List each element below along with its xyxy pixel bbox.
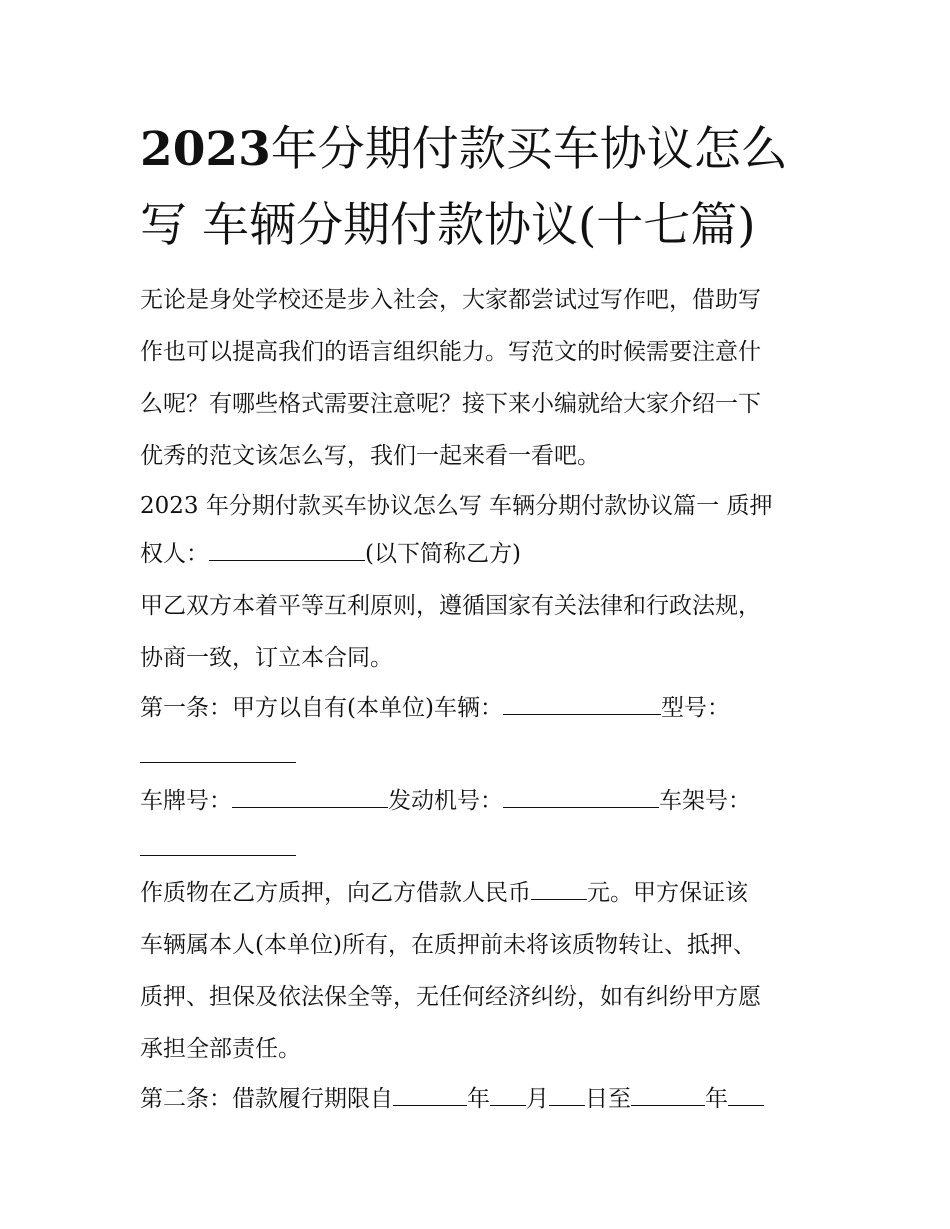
frame-blank: [140, 835, 296, 856]
loan-suffix: 元。甲方保证该: [587, 880, 748, 906]
article1-prefix: 第一条：甲方以自有(本单位)车辆：: [140, 695, 503, 721]
frame-blank-line: [140, 833, 840, 865]
end-year-blank: [631, 1085, 705, 1106]
plate-blank: [232, 787, 388, 808]
article1-line-1: [140, 692, 840, 724]
guarantee-line-1: 车辆属本人(本单位)所有，在质押前未将该质物转让、抵押、: [140, 932, 756, 958]
section-heading: 2023 年分期付款买车协议怎么写 车辆分期付款协议篇一 质押: [140, 493, 773, 519]
model-blank: [140, 742, 296, 763]
day-to-label: 日至: [585, 1086, 631, 1112]
end-month-blank: [728, 1085, 764, 1106]
engine-blank: [503, 787, 659, 808]
model-label: 型号：: [660, 695, 730, 721]
loan-amount-blank: [531, 879, 587, 900]
title-year: 2023: [140, 122, 271, 177]
principle-line-2: 协商一致，订立本合同。: [140, 645, 393, 671]
year2-label: 年: [705, 1086, 728, 1112]
model-blank-line: [140, 740, 840, 772]
pledgee-line: [140, 538, 840, 570]
principle-line-1: 甲乙双方本着平等互利原则，遵循国家有关法律和行政法规，: [140, 593, 761, 619]
start-day-blank: [549, 1085, 585, 1106]
document-title: [140, 112, 830, 264]
pledgee-label: 权人：: [140, 541, 209, 567]
plate-label: 车牌号：: [140, 788, 232, 814]
article1-line-2: [140, 785, 840, 817]
intro-line-4: 优秀的范文该怎么写，我们一起来看一看吧。: [140, 443, 600, 469]
engine-label: 发动机号：: [388, 788, 503, 814]
month-label: 月: [526, 1086, 549, 1112]
start-year-blank: [393, 1085, 467, 1106]
guarantee-line-2: 质押、担保及依法保全等，无任何经济纠纷，如有纠纷甲方愿: [140, 984, 761, 1010]
guarantee-line-3: 承担全部责任。: [140, 1036, 301, 1062]
pledgee-blank: [209, 540, 365, 561]
vehicle-blank: [503, 694, 661, 715]
article1-line-3: [140, 877, 840, 909]
intro-line-1: 无论是身处学校还是步入社会，大家都尝试过写作吧，借助写: [140, 287, 761, 313]
article2-line-1: [140, 1083, 840, 1115]
year-label: 年: [467, 1086, 490, 1112]
article2-prefix: 第二条：借款履行期限自: [140, 1086, 393, 1112]
pledgee-suffix: (以下简称乙方): [365, 541, 521, 567]
loan-prefix: 作质物在乙方质押，向乙方借款人民币: [140, 880, 531, 906]
intro-line-2: 作也可以提高我们的语言组织能力。写范文的时候需要注意什: [140, 339, 761, 365]
title-line2: 写 车辆分期付款协议(十七篇): [140, 198, 756, 253]
title-line1: 年分期付款买车协议怎么: [270, 122, 788, 177]
intro-line-3: 么呢？有哪些格式需要注意呢？接下来小编就给大家介绍一下: [140, 391, 761, 417]
start-month-blank: [490, 1085, 526, 1106]
frame-label: 车架号：: [659, 788, 751, 814]
